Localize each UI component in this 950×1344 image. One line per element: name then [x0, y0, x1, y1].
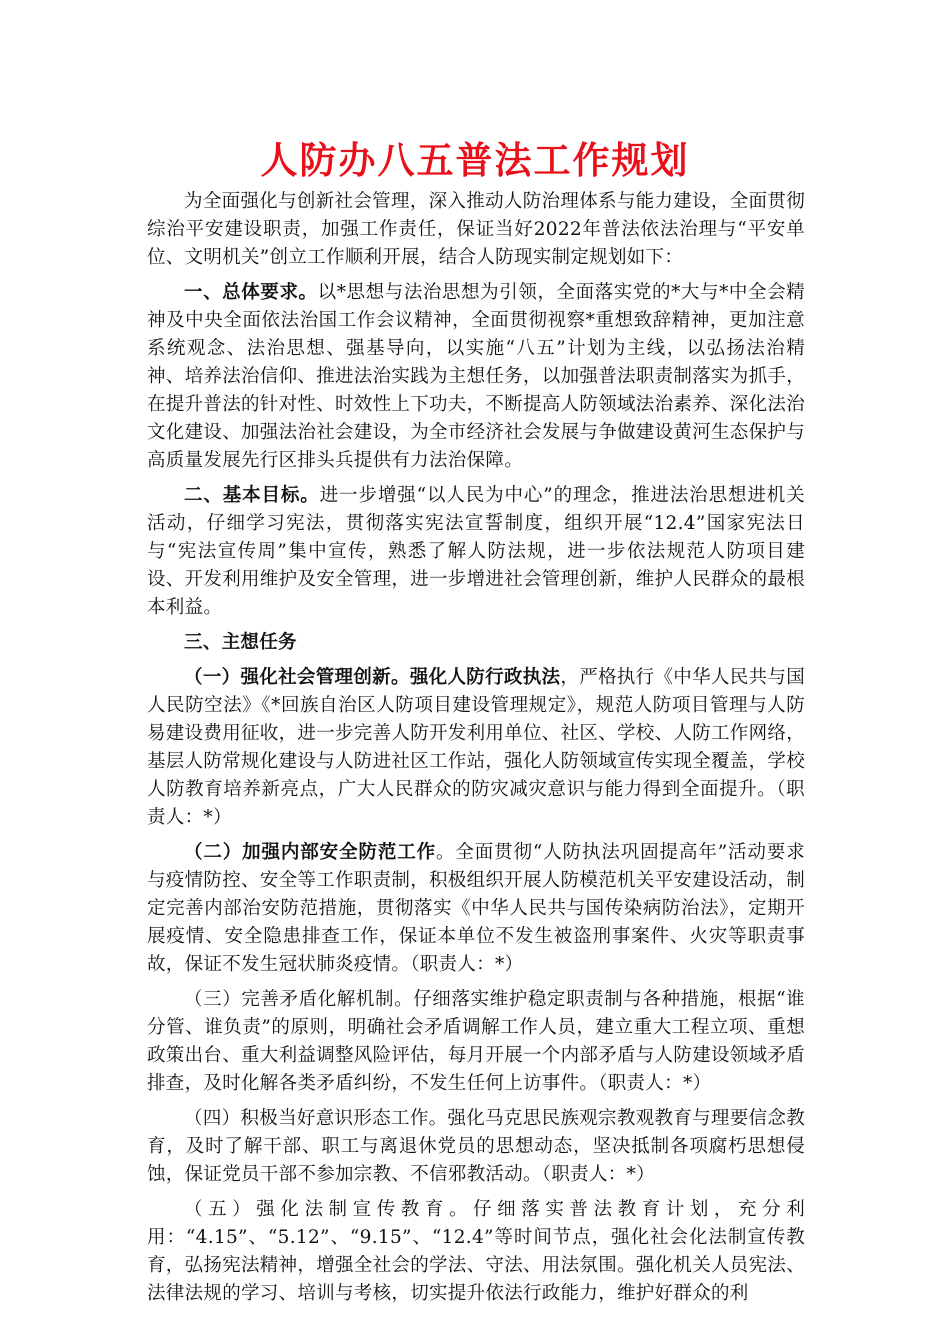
task-1-paragraph: [147, 664, 805, 832]
document-title: 人防办八五普法工作规划: [260, 138, 690, 182]
paragraph-text: ，严格执行《中华人民共与国人民防空法》《*回族自治区人防项目建设管理规定》，规范人防项目管理与人防易建设费用征收，进一步完善人防开发利用单位、社区、学校、人防工作网络，基层人防常规化建设与人防进社区工作站，强化人防领域宣传实现全覆盖，学校人防教育培养新亮点，广大人民群众的防灾减灾意识与能力得到全面提升。（职责人：*）: [147, 667, 806, 828]
paragraph-text: （三）完善矛盾化解机制。仔细落实维护稳定职责制与各种措施，根据“谁分管、谁负责”的原则，明确社会矛盾调解工作人员，建立重大工程立项、重想政策出台、重大利益调整风险评估，每月开展一个内部矛盾与人防建设领域矛盾排查，及时化解各类矛盾纠纷，不发生任何上访事件。（职责人：*）: [147, 989, 806, 1094]
section-heading: 三、主想任务: [184, 632, 297, 653]
paragraph-text: 为全面强化与创新社会管理，深入推动人防治理体系与能力建设，全面贯彻综治平安建设职责，加强工作责任，保证当好2022年普法依法治理与“平安单位、文明机关”创立工作顺利开展，结合人防现实制定规划如下：: [147, 191, 805, 268]
task-5-paragraph: [147, 1196, 805, 1308]
paragraph-text: 进一步增强“以人民为中心”的理念，推进法治思想进机关活动，仔细学习宪法，贯彻落实宪法宣誓制度，组织开展“12.4”国家宪法日与“宪法宣传周”集中宣传，熟悉了解人防法规，进一步依法规范人防项目建设、开发利用维护及安全管理，进一步增进社会管理创新，维护人民群众的最根本利益。: [147, 485, 806, 618]
paragraph-text: （四）积极当好意识形态工作。强化马克思民族观宗教观教育与理要信念教育，及时了解干部、职工与离退休党员的思想动态，坚决抵制各项腐朽思想侵蚀，保证党员干部不参加宗教、不信邪教活动。（职责人：*）: [147, 1108, 805, 1185]
task-2-paragraph: [147, 839, 805, 979]
intro-paragraph: [147, 188, 805, 272]
section-heading: 一、总体要求。: [184, 282, 318, 303]
section-heading: 二、基本目标。: [184, 485, 320, 506]
task-heading: （二）加强内部安全防范工作: [184, 842, 436, 863]
section-basic-goals: [147, 482, 805, 622]
document-body: [147, 188, 805, 1308]
section-overall-requirements: [147, 279, 805, 475]
paragraph-text: 。全面贯彻“人防执法巩固提高年”活动要求与疫情防控、安全等工作职责制，积极组织开展人防模范机关平安建设活动，制定完善内部治安防范措施，贯彻落实《中华人民共与国传染病防治法》，定期开展疫情、安全隐患排查工作，保证本单位不发生被盗刑事案件、火灾等职责事故，保证不发生冠状肺炎疫情。（职责人：*）: [147, 842, 806, 975]
task-3-paragraph: [147, 986, 805, 1098]
section-main-tasks: [147, 629, 805, 657]
paragraph-text: 以*思想与法治思想为引领，全面落实党的*大与*中全会精神及中央全面依法治国工作会议精神，全面贯彻视察*重想致辞精神，更加注意系统观念、法治思想、强基导向，以实施“八五”计划为主线，以弘扬法治精神、培养法治信仰、推进法治实践为主想任务，以加强普法职责制落实为抓手，在提升普法的针对性、时效性上下功夫，不断提高人防领域法治素养、深化法治文化建设、加强法治社会建设，为全市经济社会发展与争做建设黄河生态保护与高质量发展先行区排头兵提供有力法治保障。: [147, 282, 806, 471]
paragraph-text: （五）强化法制宣传教育。仔细落实普法教育计划，充分利用：“4.15”、“5.12”、“9.15”、“12.4”等时间节点，强化社会化法制宣传教育，弘扬宪法精神，增强全社会的学法、守法、用法氛围。强化机关人员宪法、法律法规的学习、培训与考核，切实提升依法行政能力，维护好群众的利: [147, 1199, 806, 1304]
task-heading: （一）强化社会管理创新。强化人防行政执法: [184, 667, 561, 688]
task-4-paragraph: [147, 1105, 805, 1189]
